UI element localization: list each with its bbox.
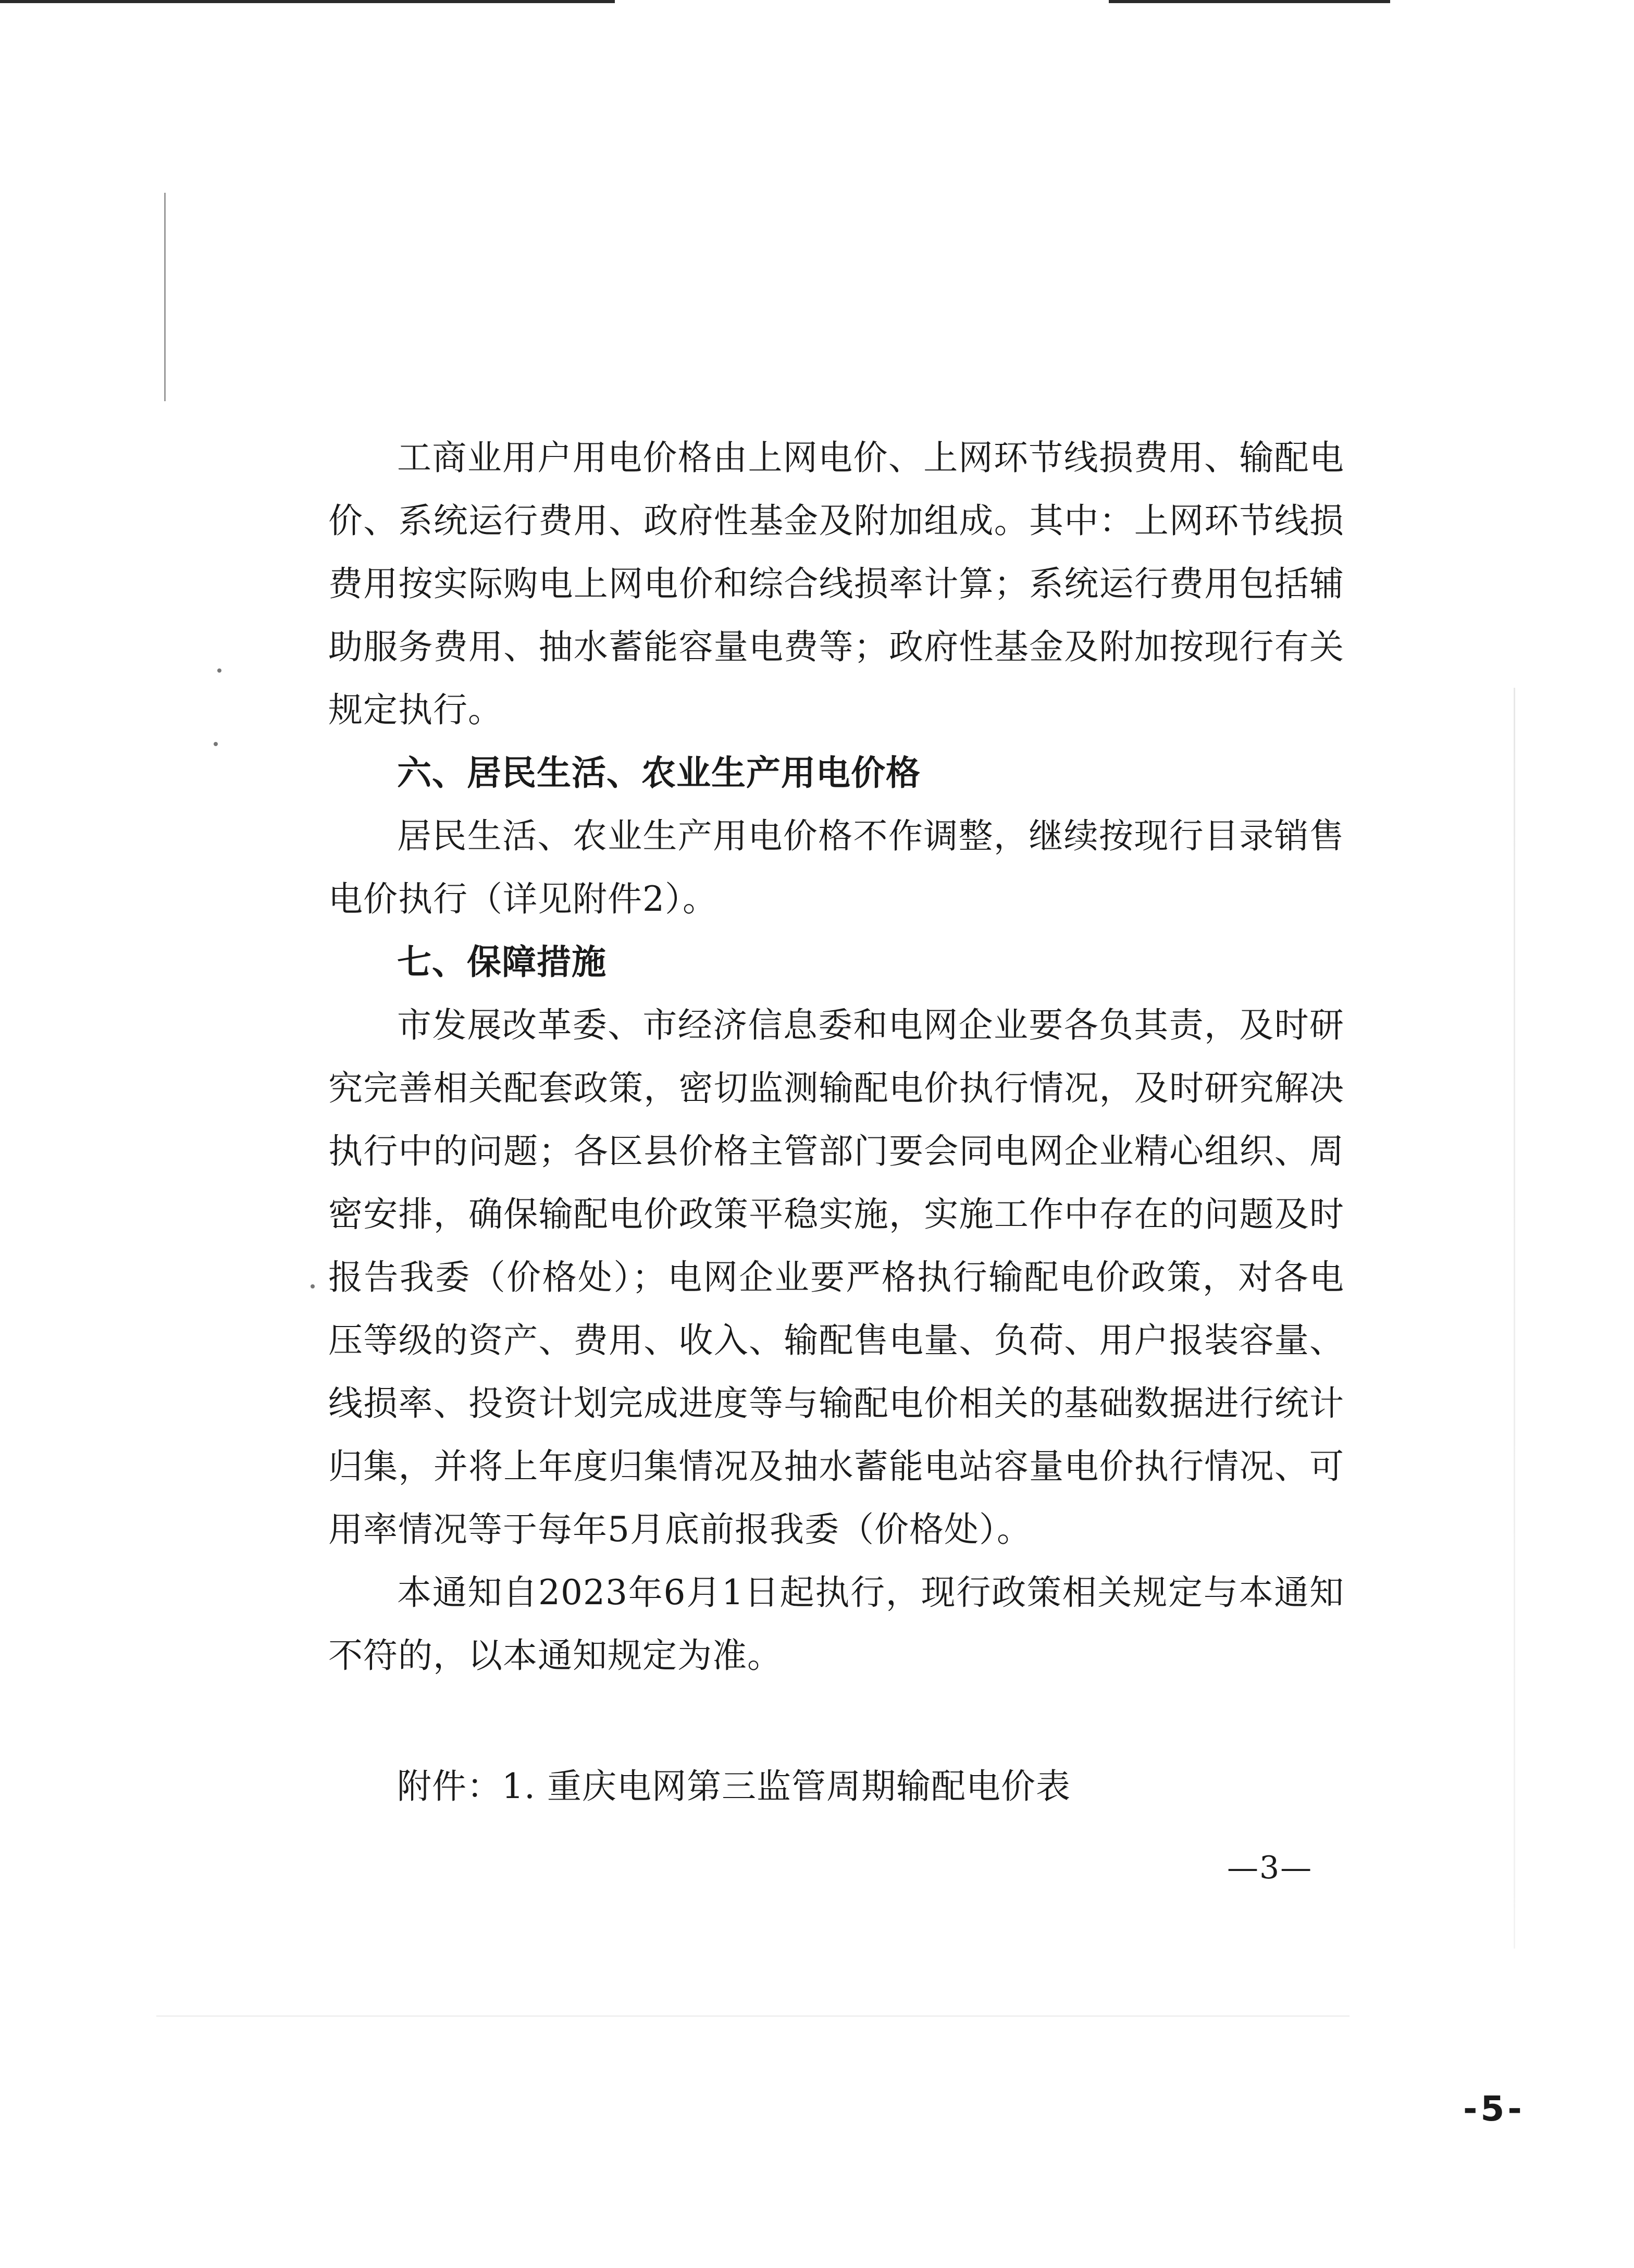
page-number: —3—	[1227, 1850, 1313, 1886]
scan-page-shadow-bottom	[156, 2015, 1350, 2017]
paragraph-safeguard-measures: 市发展改革委、市经济信息委和电网企业要各负其责，及时研究完善相关配套政策，密切监测输配电价执行情况，及时研究解决执行中的问题；各区县价格主管部门要会同电网企业精心组织、周密安排，确保输配电价政策平稳实施，实施工作中存在的问题及时报告我委（价格处）；电网企业要严格执行输配电价政策，对各电压等级的资产、费用、收入、输配售电量、负荷、用户报装容量、线损率、投资计划完成进度等与输配电价相关的基础数据进行统计归集，并将上年度归集情况及抽水蓄能电站容量电价执行情况、可用率情况等于每年5月底前报我委（价格处）。	[328, 1005, 1344, 1550]
paragraph-effective-date: 本通知自2023年6月1日起执行，现行政策相关规定与本通知不符的，以本通知规定为准。	[328, 1572, 1344, 1676]
scan-speck	[217, 668, 221, 673]
binding-margin-line	[164, 193, 166, 401]
paragraph-residential-agricultural: 居民生活、农业生产用电价格不作调整，继续按现行目录销售电价执行（详见附件2）。	[328, 816, 1344, 919]
scan-page-shadow-right	[1514, 688, 1515, 1949]
heading-safeguard-measures: 七、保障措施	[397, 942, 606, 982]
attachment-line: 附件：1. 重庆电网第三监管周期输配电价表	[397, 1766, 1071, 1806]
scan-speck	[214, 742, 218, 746]
scan-top-edge-right	[1109, 0, 1390, 3]
heading-residential-agricultural: 六、居民生活、农业生产用电价格	[397, 753, 921, 793]
scan-top-edge-left	[0, 0, 615, 3]
document-body	[328, 426, 1344, 1818]
spacer	[328, 1687, 1344, 1755]
scan-speck	[311, 1284, 315, 1288]
paragraph-commercial-price: 工商业用户用电价格由上网电价、上网环节线损费用、输配电价、系统运行费用、政府性基金及附加组成。其中：上网环节线损费用按实际购电上网电价和综合线损率计算；系统运行费用包括辅助服务费用、抽水蓄能容量电费等；政府性基金及附加按现行有关规定执行。	[328, 438, 1344, 730]
scan-page-number: -5-	[1463, 2089, 1525, 2129]
